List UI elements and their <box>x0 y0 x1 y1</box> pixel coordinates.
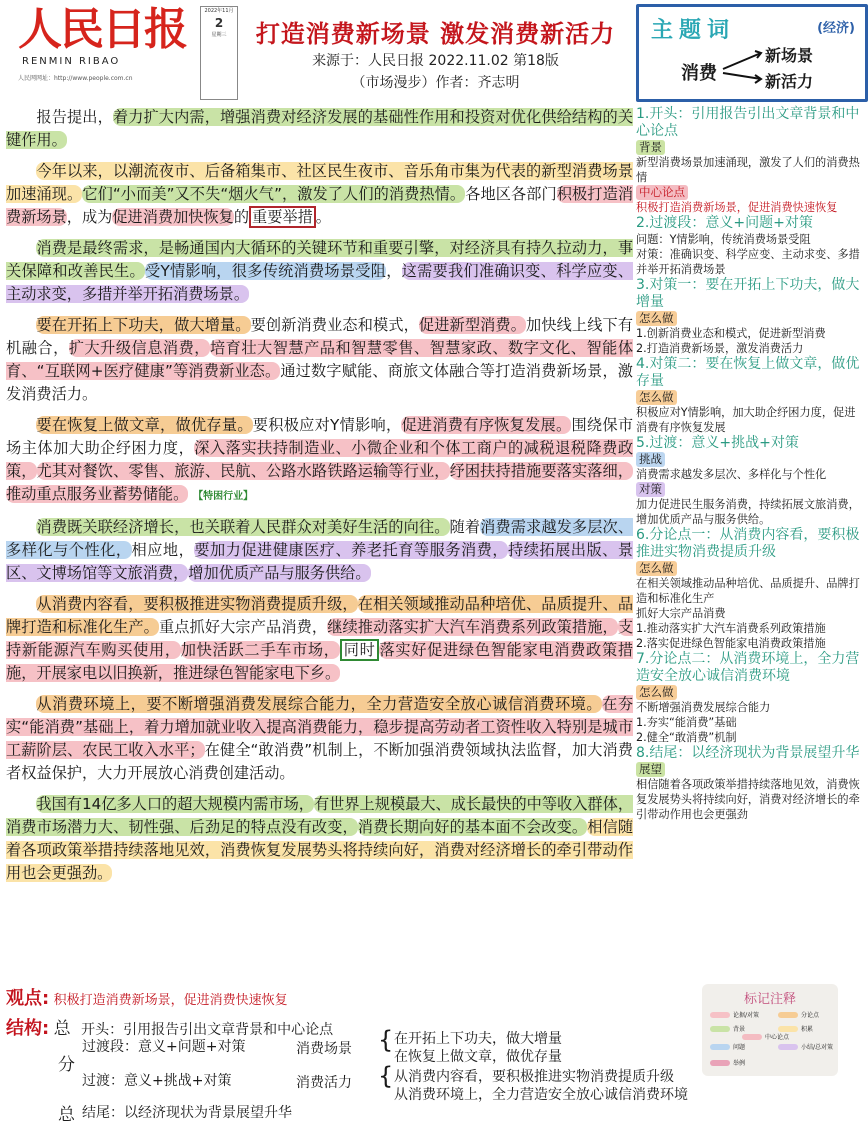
legend-item: 中心论点 <box>742 1032 789 1041</box>
note-section-2: 2.过渡段：意义+问题+对策 <box>636 215 813 231</box>
viewpoint-label: 观点: <box>6 988 50 1009</box>
brace-icon: { <box>378 1026 394 1054</box>
article-body <box>6 106 633 893</box>
issue-month: 2022年11月 <box>204 8 234 14</box>
legend-item: 积累 <box>778 1024 813 1033</box>
article-headline: 打造消费新场景 激发消费新活力 <box>255 20 616 48</box>
margin-notes: 1.开头：引用报告引出文章背景和中心论点 背景 新型消费场景加速涌现，激发了人们的消费热情 中心论点 积极打造消费新场景，促进消费快速恢复 2.过渡段：意义+问题+对策 问题：Y情影响，传统消费场景受阻 对策：准确识变、科学应变、主动求变、多措并举开拓消费场景 3.对策一：要在开拓上下功夫，做大增量 怎么做 1.创新消费业态和模式，促进新型消费 2.打造消费新场景，激发消费活力 4.对策二：要在恢复上做文章，做优存量 怎么做 积极应对Y情影响，加大助企纾困力度，促进消费有序恢复发展 5.过渡：意义+挑战+对策 挑战 消费需求越发多层次、多样化与个性化 对策 加力促进民生服务消费，持续拓展文旅消费，增加优质产品与服务供给。 6.分论点一：从消费内容看，要积极推进实物消费提质升级 怎么做 在相关领域推动品种培优、品质提升、品牌打造和标准化生产 抓好大宗产品消费 1.推动落实扩大汽车消费系列政策措施 2.落实促进绿色智能家电消费政策措施 7.分论点二：从消费环境上，全力营造安全放心诚信消费环境 怎么做 不断增强消费发展综合能力 1.夯实“能消费”基础 2.健全“敢消费”机制 8.结尾：以经济现状为背景展望升华 展望 相信随着各项政策举措持续落地见效，消费恢复发展势头将持续向好，消费对经济增长的牵引带动作用也会更强劲 <box>636 106 866 822</box>
legend-item: 问题 <box>710 1042 745 1051</box>
legend-item: 论据/对策 <box>710 1010 759 1019</box>
note-section-1: 1.开头：引用报告引出文章背景和中心论点 <box>636 106 860 139</box>
legend-item: 背景 <box>710 1024 745 1033</box>
paragraph-8: 从消费环境上，要不断增强消费发展综合能力，全力营造安全放心诚信消费环境。在夯实“能消费”基础上，着力增加就业收入提高消费能力，稳步提高劳动者工资性收入特别是城市工薪阶层、农民工收入水平；在健全“敢消费”机制上，不断加强消费领域执法监督，加大消费者权益保护，大力开展放心消费创建活动。 <box>6 695 634 782</box>
tag-thesis: 中心论点 <box>636 185 688 200</box>
issue-day: 2 <box>214 16 224 30</box>
newspaper-logo <box>18 4 198 100</box>
paragraph-2: 今年以来，以潮流夜市、后备箱集市、社区民生夜市、音乐角市集为代表的新型消费场景加速涌现。它们“小而美”又不失“烟火气”，激发了人们的消费热情。各地区各部门积极打造消费新场景，成为促进消费加快恢复的 重要举措 。 <box>6 162 634 226</box>
note-section-6: 6.分论点一：从消费内容看，要积极推进实物消费提质升级 <box>636 527 860 560</box>
structure-label: 结构: <box>6 1018 50 1039</box>
note-section-5: 5.过渡：意义+挑战+对策 <box>636 435 799 451</box>
tag-background: 背景 <box>636 140 665 155</box>
viewpoint-text: 积极打造消费新场景，促进消费快速恢复 <box>53 993 288 1008</box>
legend-title: 标记注释 <box>743 992 796 1007</box>
highlight-thesis: 着力扩大内需，增强消费对经济发展的基础性作用和投资对优化供给结构的关键作用。 <box>6 108 634 149</box>
paragraph-7: 从消费内容看，要积极推进实物消费提质升级，在相关领域推动品种培优、品质提升、品牌打造和标准化生产。重点抓好大宗产品消费，继续推动落实扩大汽车消费系列政策措施，支持新能源汽车购买使用，加快活跃二手车市场， 同时 落实好促进绿色智能家电消费政策措施，开展家电以旧换新，推进绿色智能家电下乡。 <box>6 595 634 682</box>
marking-legend <box>702 984 838 1076</box>
theme-arrows <box>639 7 865 99</box>
issue-weekday: 星期三 <box>211 32 227 38</box>
theme-words-box <box>636 4 868 102</box>
issue-date-box <box>200 6 238 100</box>
boxed-key-measure: 重要举措 <box>249 206 316 228</box>
logo-url: 人民网网址：http://www.people.com.cn <box>18 75 133 82</box>
article-source: 来源于：人民日报 2022.11.02 第18版 <box>312 53 559 69</box>
theme-main-word: 消费 <box>681 63 717 84</box>
theme-branch-vitality: 新活力 <box>765 72 814 91</box>
summary-vitality: 消费活力 <box>296 1075 352 1091</box>
summary-scene: 消费场景 <box>296 1041 352 1057</box>
paragraph-1: 报告提出，着力扩大内需，增强消费对经济发展的基础性作用和投资对优化供给结构的关键作用。 <box>6 108 634 149</box>
paragraph-3: 消费是最终需求，是畅通国内大循环的关键环节和重要引擎，对经济具有持久拉动力，事关保障和改善民生。受Y情影响，很多传统消费场景受阻，这需要我们准确识变、科学应变、主动求变，多措并举开拓消费场景。 <box>6 239 634 303</box>
theme-branch-scene: 新场景 <box>765 46 814 65</box>
theme-tag: (经济) <box>817 21 855 36</box>
note-section-7: 7.分论点二：从消费环境上，全力营造安全放心诚信消费环境 <box>636 651 860 684</box>
legend-item: 分论点 <box>778 1010 819 1019</box>
logo-pinyin: RENMIN RIBAO <box>22 56 121 67</box>
logo-text: 人民日报 <box>18 4 186 55</box>
legend-item: 小结/总对策 <box>778 1042 833 1051</box>
note-section-4: 4.对策二：要在恢复上做文章，做优存量 <box>636 356 860 389</box>
theme-label: 主题词 <box>651 18 736 43</box>
paragraph-9: 我国有14亿多人口的超大规模内需市场，有世界上规模最大、成长最快的中等收入群体，消费市场潜力大、韧性强、后劲足的特点没有改变，消费长期向好的基本面不会改变。相信随着各项政策举措持续落地见效，消费恢复发展势头将持续向好，消费对经济增长的牵引带动作用也会更强劲。 <box>6 795 634 882</box>
note-special-industry: 【特困行业】 <box>193 491 254 502</box>
article-column-author: （市场漫步）作者：齐志明 <box>351 75 520 91</box>
structure-summary: 观点: 积极打造消费新场景，促进消费快速恢复 结构: 总 开头：引用报告引出文章背景和中心论点 分 过渡段：意义+问题+对策 消费场景 { 在开拓上下功夫，做大增量 在恢复上做文章，做优存量 过渡：意义+挑战+对策 消费活力 { 从消费内容看，要积极推进实物消费提质升级 从消费环境上，全力营造安全放心诚信消费环境 总 结尾：以经济现状为背景展望升华 <box>6 988 688 1125</box>
paragraph-5: 要在恢复上做文章，做优存量。要积极应对Y情影响，促进消费有序恢复发展。围绕保市场主体加大助企纾困力度，深入落实扶持制造业、小微企业和个体工商户的减税退税降费政策，尤其对餐饮、零售、旅游、民航、公路水路铁路运输等行业，纾困扶持措施要落实落细，推动重点服务业蓄势储能。 【特困行业】 <box>6 416 634 503</box>
paragraph-4: 要在开拓上下功夫，做大增量。要创新消费业态和模式，促进新型消费。加快线上线下有机融合，扩大升级信息消费，培育壮大智慧产品和智慧零售、智慧家政、数字文化、智能体育、“互联网+医疗健康”等消费新业态。通过数字赋能、商旅文体融合等打造消费新场景，激发消费活力。 <box>6 316 634 403</box>
boxed-meanwhile: 同时 <box>340 639 380 661</box>
note-section-3: 3.对策一：要在开拓上下功夫，做大增量 <box>636 277 860 310</box>
paragraph-6: 消费既关联经济增长，也关联着人民群众对美好生活的向往。随着消费需求越发多层次、多样化与个性化，相应地，要加力促进健康医疗、养老托育等服务消费，持续拓展出版、景区、文博场馆等文旅消费，增加优质产品与服务供给。 <box>6 518 634 582</box>
legend-item: 举例 <box>710 1058 745 1067</box>
brace-icon: { <box>378 1062 394 1090</box>
note-section-8: 8.结尾：以经济现状为背景展望升华 <box>636 745 860 761</box>
